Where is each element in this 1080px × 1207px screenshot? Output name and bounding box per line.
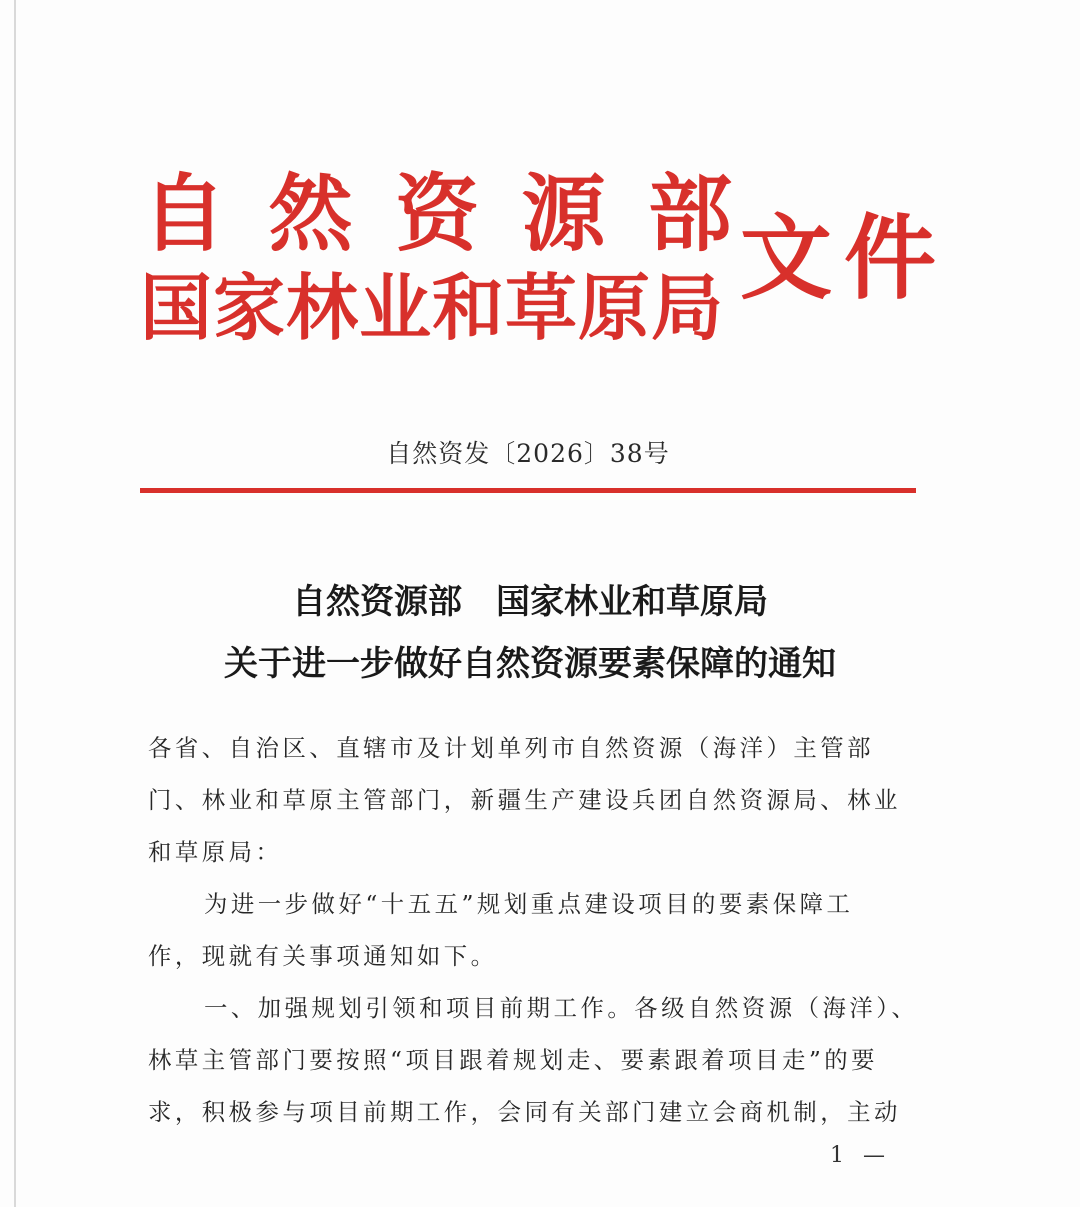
body-line: 和草原局： bbox=[148, 838, 283, 866]
body-line: 一、加强规划引领和项目前期工作。各级自然资源（海洋）、 bbox=[204, 994, 919, 1022]
document-body bbox=[148, 722, 918, 1138]
masthead-document-label: 文件 bbox=[740, 204, 949, 312]
masthead-char: 部 bbox=[647, 164, 732, 263]
body-line: 各省、自治区、直辖市及计划单列市自然资源（海洋）主管部 bbox=[148, 734, 875, 762]
masthead-char: 资 bbox=[394, 164, 479, 263]
masthead-issuer-1 bbox=[142, 164, 732, 263]
masthead-char: 然 bbox=[268, 164, 353, 263]
body-line: 作，现就有关事项通知如下。 bbox=[148, 942, 498, 970]
body-line: 门、林业和草原主管部门，新疆生产建设兵团自然资源局、林业 bbox=[148, 786, 901, 814]
title-issuer-1: 自然资源部 bbox=[292, 582, 462, 622]
document-title-line-2: 关于进一步做好自然资源要素保障的通知 bbox=[224, 644, 836, 684]
masthead-issuer-2: 国家林业和草原局 bbox=[140, 265, 725, 350]
page-number: 1 — bbox=[830, 1143, 891, 1168]
masthead-char: 自 bbox=[142, 164, 227, 263]
red-divider bbox=[140, 488, 916, 493]
title-issuer-2: 国家林业和草原局 bbox=[496, 582, 768, 622]
document-title-line-1 bbox=[0, 580, 1060, 624]
body-line: 为进一步做好“十五五”规划重点建设项目的要素保障工 bbox=[204, 890, 854, 918]
masthead-char: 源 bbox=[521, 164, 606, 263]
body-line: 求，积极参与项目前期工作，会同有关部门建立会商机制，主动 bbox=[148, 1098, 901, 1126]
body-line: 林草主管部门要按照“项目跟着规划走、要素跟着项目走”的要 bbox=[148, 1046, 879, 1074]
document-number: 自然资发〔2026〕38号 bbox=[386, 439, 670, 468]
